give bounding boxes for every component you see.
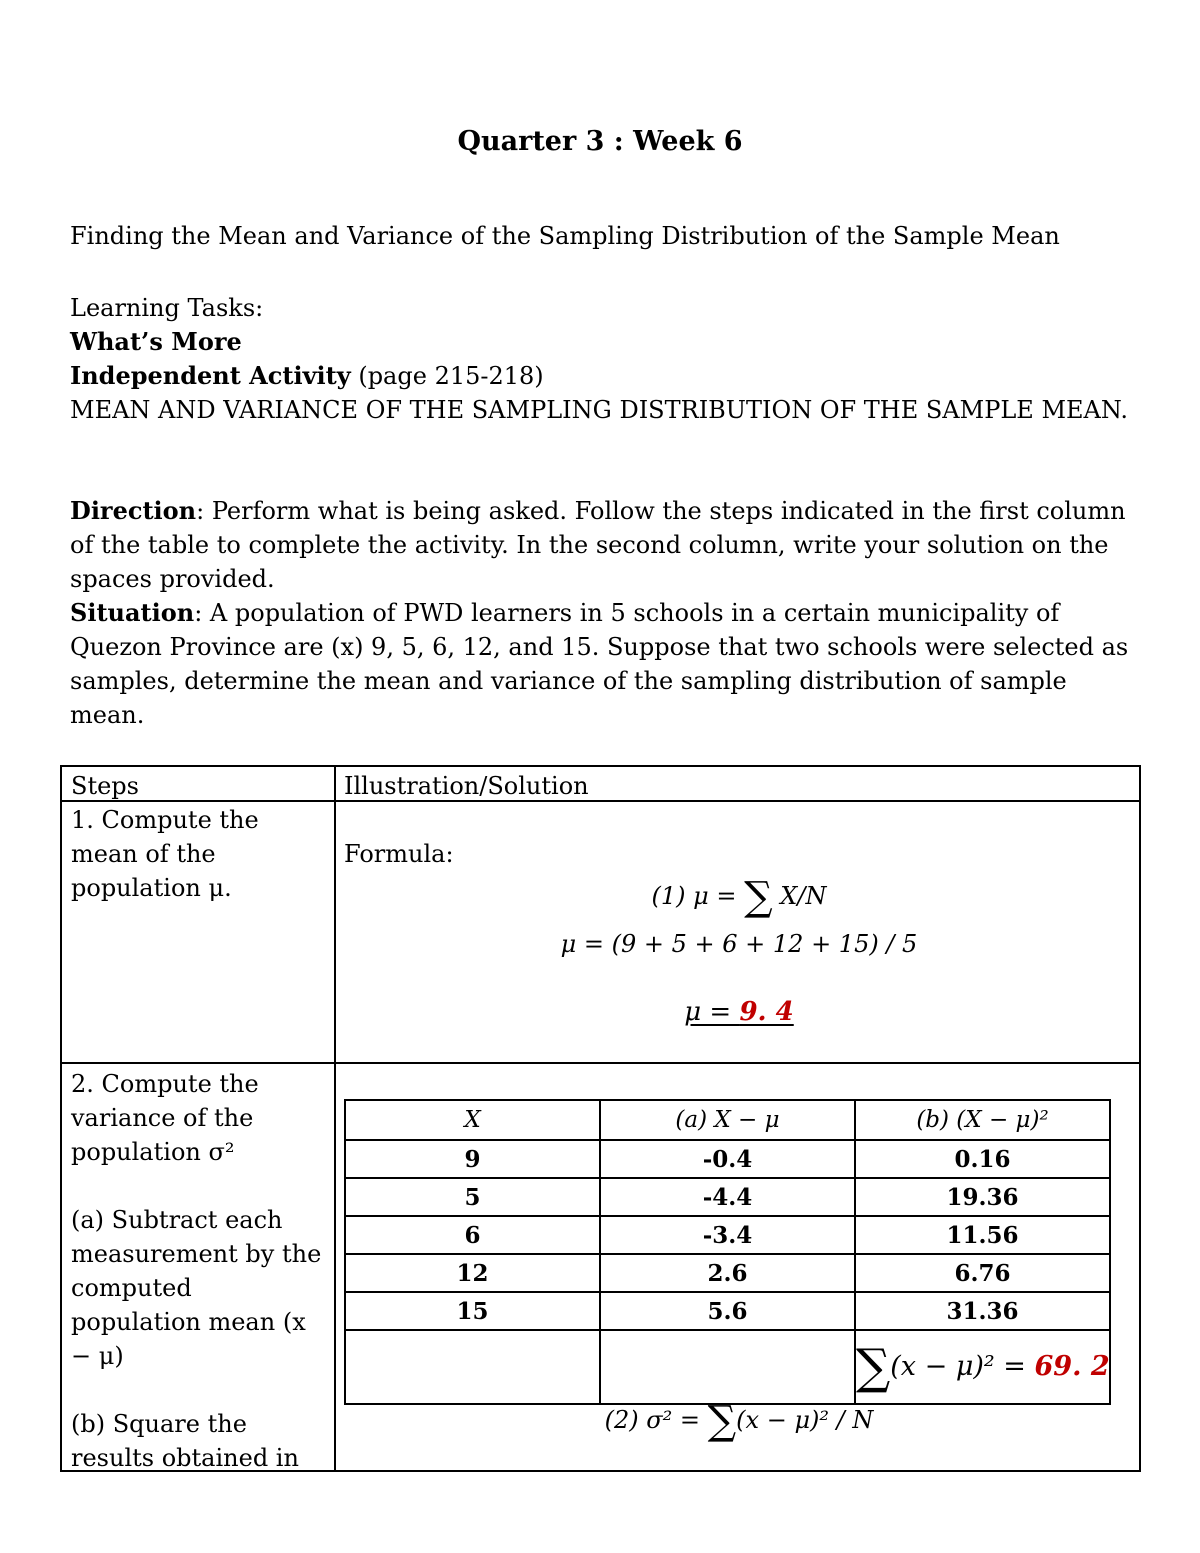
summation-icon: ∑ bbox=[856, 1339, 891, 1395]
col-header-x: X bbox=[345, 1100, 600, 1140]
mean-formula bbox=[335, 874, 1143, 920]
activity-label: Independent Activity bbox=[70, 361, 351, 390]
variance-formula-suffix: (x − μ)² / N bbox=[736, 1406, 874, 1434]
cell-deviation: 5.6 bbox=[600, 1292, 855, 1330]
mean-formula-prefix: (1) μ = bbox=[651, 882, 745, 910]
formula-label: Formula: bbox=[344, 840, 454, 868]
sum-row bbox=[345, 1330, 1110, 1404]
situation-label: Situation bbox=[70, 598, 195, 627]
direction-paragraph bbox=[70, 494, 1130, 596]
table-row bbox=[345, 1254, 1110, 1292]
cell-deviation: 2.6 bbox=[600, 1254, 855, 1292]
summation-icon: ∑ bbox=[707, 1398, 737, 1444]
lesson-subtitle: Finding the Mean and Variance of the Sampling Distribution of the Sample Mean bbox=[70, 222, 1060, 250]
cell-squared: 6.76 bbox=[855, 1254, 1110, 1292]
mean-result-underlined bbox=[684, 997, 794, 1027]
learning-tasks bbox=[70, 291, 1140, 427]
learning-tasks-label: Learning Tasks: bbox=[70, 294, 264, 322]
cell-deviation: -4.4 bbox=[600, 1178, 855, 1216]
empty-cell bbox=[600, 1330, 855, 1404]
mean-formula-suffix: X/N bbox=[772, 882, 827, 910]
situation-paragraph bbox=[70, 596, 1130, 732]
header-divider bbox=[62, 800, 1139, 802]
instructions bbox=[70, 494, 1130, 732]
sum-value: 69. 2 bbox=[1034, 1351, 1110, 1382]
step-2-part-b: (b) Square the results obtained in bbox=[71, 1410, 299, 1472]
cell-squared: 0.16 bbox=[855, 1140, 1110, 1178]
sum-expression-text: (x − μ)² = bbox=[890, 1351, 1035, 1382]
cell-squared: 11.56 bbox=[855, 1216, 1110, 1254]
cell-x: 12 bbox=[345, 1254, 600, 1292]
col-header-deviation: (a) X − μ bbox=[600, 1100, 855, 1140]
cell-x: 15 bbox=[345, 1292, 600, 1330]
step-2-text bbox=[71, 1067, 326, 1475]
whats-more-heading: What’s More bbox=[70, 327, 242, 356]
mean-result bbox=[335, 995, 1143, 1029]
col-header-squared: (b) (X − μ)² bbox=[855, 1100, 1110, 1140]
step-1-text: 1. Compute the mean of the population μ. bbox=[71, 806, 259, 902]
variance-formula bbox=[335, 1398, 1143, 1444]
deviation-table-header bbox=[345, 1100, 1110, 1140]
cell-squared: 19.36 bbox=[855, 1178, 1110, 1216]
deviation-table bbox=[344, 1099, 1111, 1405]
sum-expression bbox=[856, 1339, 1110, 1395]
cell-deviation: -0.4 bbox=[600, 1140, 855, 1178]
step-2-title: 2. Compute the variance of the population σ² bbox=[71, 1070, 259, 1166]
cell-x: 6 bbox=[345, 1216, 600, 1254]
mean-substitution: μ = (9 + 5 + 6 + 12 + 15) / 5 bbox=[560, 930, 918, 958]
cell-x: 9 bbox=[345, 1140, 600, 1178]
page-title: Quarter 3 : Week 6 bbox=[457, 126, 743, 157]
empty-cell bbox=[345, 1330, 600, 1404]
activity-line bbox=[70, 359, 1140, 393]
situation-text: : A population of PWD learners in 5 schools in a certain municipality of Quezon Province are (x) 9, 5, 6, 12, and 15. Suppose that two schools were selected as samples, determine the mean and variance of the sampling distribution of sample mean. bbox=[70, 599, 1129, 729]
summation-icon: ∑ bbox=[744, 874, 773, 920]
mean-value: 9. 4 bbox=[739, 997, 794, 1027]
steps-table bbox=[60, 765, 1141, 1472]
activity-pages: (page 215-218) bbox=[350, 362, 544, 390]
table-row bbox=[345, 1140, 1110, 1178]
variance-formula-prefix: (2) σ² = bbox=[604, 1406, 708, 1434]
column-divider bbox=[334, 767, 336, 1470]
cell-x: 5 bbox=[345, 1178, 600, 1216]
table-row bbox=[345, 1216, 1110, 1254]
table-row bbox=[345, 1292, 1110, 1330]
header-steps: Steps bbox=[71, 772, 139, 800]
cell-squared: 31.36 bbox=[855, 1292, 1110, 1330]
step-2-part-a: (a) Subtract each measurement by the computed population mean (x − μ) bbox=[71, 1206, 322, 1370]
header-solution: Illustration/Solution bbox=[344, 772, 589, 800]
direction-text: : Perform what is being asked. Follow the steps indicated in the first column of the table to complete the activity. In the second column, write your solution on the spaces provided. bbox=[70, 497, 1126, 593]
direction-label: Direction bbox=[70, 496, 197, 525]
mean-result-prefix: μ = bbox=[684, 997, 740, 1027]
table-row bbox=[345, 1178, 1110, 1216]
row-divider bbox=[62, 1062, 1139, 1064]
sum-cell bbox=[855, 1330, 1110, 1404]
cell-deviation: -3.4 bbox=[600, 1216, 855, 1254]
activity-title: MEAN AND VARIANCE OF THE SAMPLING DISTRIBUTION OF THE SAMPLE MEAN. bbox=[70, 396, 1128, 424]
